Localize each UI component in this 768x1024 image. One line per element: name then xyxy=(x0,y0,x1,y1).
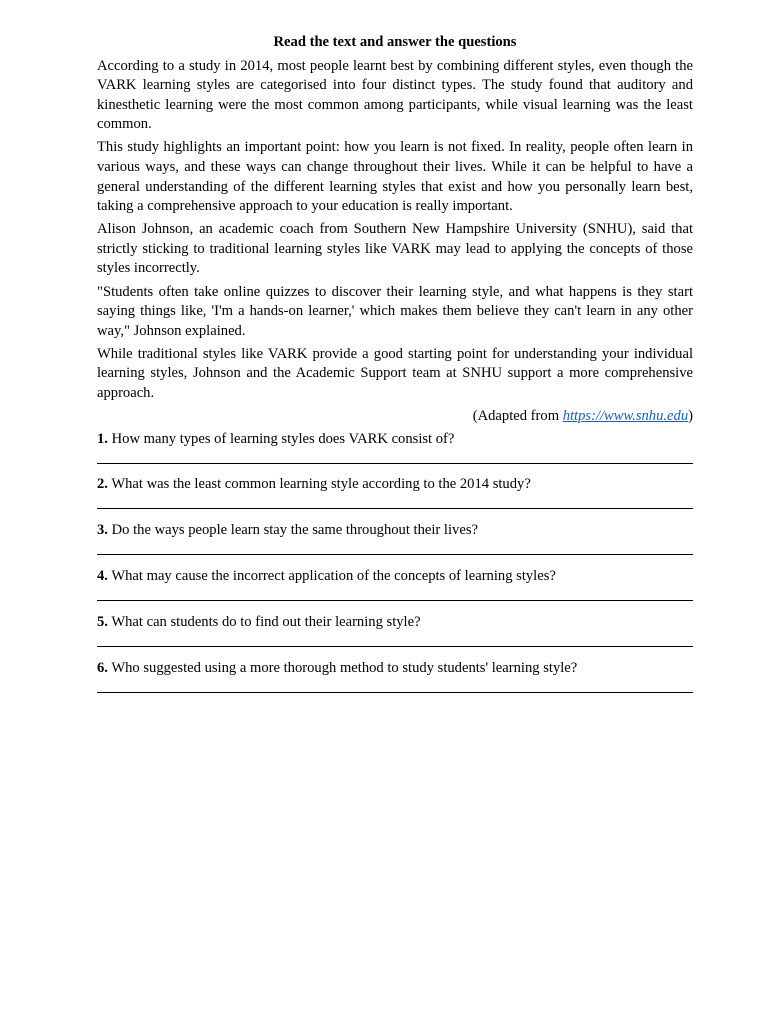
source-suffix: ) xyxy=(688,408,693,425)
question-number: 5. xyxy=(97,613,108,630)
question-4 xyxy=(97,567,693,613)
question-2 xyxy=(97,475,693,521)
source-link[interactable]: https://www.snhu.edu xyxy=(562,408,689,425)
source-attribution xyxy=(97,407,693,427)
question-number: 2. xyxy=(97,476,108,493)
answer-line-3[interactable] xyxy=(97,554,693,555)
reading-paragraph-2: This study highlights an important point: how you learn is not fixed. In reality, people often learn in various ways, and these ways can change throughout their lives. While it can be helpful to have a general understanding of the different learning styles that exist and how you personally learn best, taking a comprehensive approach to your education is really important. xyxy=(97,139,693,215)
question-text: Do the ways people learn stay the same throughout their lives? xyxy=(111,522,478,539)
question-text: How many types of learning styles does VARK consist of? xyxy=(111,430,455,447)
answer-line-5[interactable] xyxy=(97,646,693,647)
reading-paragraph-4: "Students often take online quizzes to discover their learning style, and what happens is they start saying things like, 'I'm a hands-on learner,' which makes them believe they can't learn in any other way," Johnson explained. xyxy=(97,283,693,339)
answer-line-1[interactable] xyxy=(97,463,693,464)
question-3 xyxy=(97,521,693,567)
answer-line-4[interactable] xyxy=(97,600,693,601)
question-text: Who suggested using a more thorough method to study students' learning style? xyxy=(111,659,578,676)
question-number: 3. xyxy=(97,522,108,539)
question-5 xyxy=(97,613,693,659)
question-text: What may cause the incorrect application of the concepts of learning styles? xyxy=(111,568,556,585)
question-number: 4. xyxy=(97,568,108,585)
worksheet-page xyxy=(97,33,693,704)
question-number: 6. xyxy=(97,659,108,676)
reading-paragraph-1: According to a study in 2014, most people learnt best by combining different styles, even though the VARK learning styles are categorised into four distinct types. The study found that auditory and kinesthetic learning were the most common among participants, while visual learning was the least common. xyxy=(97,57,693,133)
question-number: 1. xyxy=(97,430,108,447)
question-text: What was the least common learning style according to the 2014 study? xyxy=(111,476,531,493)
reading-paragraph-3: Alison Johnson, an academic coach from Southern New Hampshire University (SNHU), said that strictly sticking to traditional learning styles like VARK may lead to applying the concepts of those styles incorrectly. xyxy=(97,221,693,277)
worksheet-title: Read the text and answer the questions xyxy=(273,34,517,50)
reading-paragraph-5: While traditional styles like VARK provide a good starting point for understanding your individual learning styles, Johnson and the Academic Support team at SNHU support a more comprehensive approach. xyxy=(97,345,693,401)
question-text: What can students do to find out their learning style? xyxy=(111,613,421,630)
question-6 xyxy=(97,659,693,705)
question-1 xyxy=(97,430,693,476)
source-prefix: (Adapted from xyxy=(472,408,563,425)
answer-line-6[interactable] xyxy=(97,692,693,693)
answer-line-2[interactable] xyxy=(97,508,693,509)
